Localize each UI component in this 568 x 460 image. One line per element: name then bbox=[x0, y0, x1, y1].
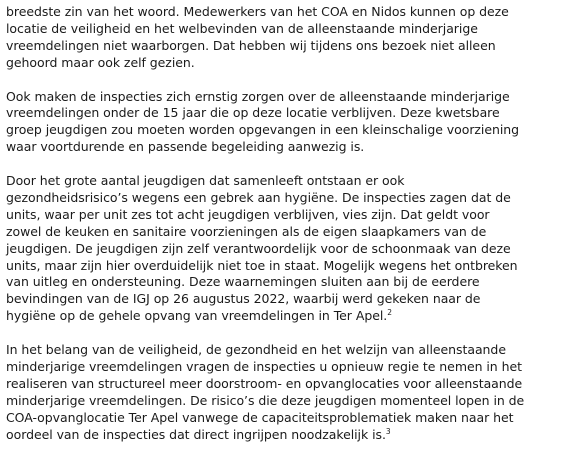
text-line-with-footnote bbox=[6, 308, 562, 325]
text-line: COA-opvanglocatie Ter Apel vanwege de capaciteitsproblematiek maken naar het bbox=[6, 409, 514, 425]
footnote-reference-3[interactable]: 3 bbox=[385, 426, 391, 436]
text-line: van uitleg en ondersteuning. Deze waarnemingen sluiten aan bij de eerdere bbox=[6, 274, 480, 290]
text-line: waar voortdurende en passende begeleiding aanwezig is. bbox=[6, 139, 365, 155]
paragraph-4 bbox=[6, 342, 562, 443]
text-line: locatie de veiligheid en het welbevinden van de alleenstaande minderjarige bbox=[6, 20, 478, 36]
text-line: groep jeugdigen zou moeten worden opgevangen in een kleinschalige voorziening bbox=[6, 122, 520, 138]
text-line-with-footnote bbox=[6, 427, 562, 444]
text-line: zowel de keuken en sanitaire voorzieningen als de eigen slaapkamers van de bbox=[6, 223, 487, 239]
text-line: vreemdelingen onder de 15 jaar die op deze locatie verblijven. Deze kwetsbare bbox=[6, 105, 500, 121]
paragraph-1 bbox=[6, 4, 562, 72]
text-segment: oordeel van de inspecties dat direct ingrijpen noodzakelijk is. bbox=[6, 426, 386, 442]
document-body bbox=[6, 4, 562, 460]
text-line: realiseren van structureel meer doorstroom- en opvanglocaties voor alleenstaande bbox=[6, 375, 523, 391]
text-line: Ook maken de inspecties zich ernstig zorgen over de alleenstaande minderjarige bbox=[6, 88, 510, 104]
text-line: gehoord maar ook zelf gezien. bbox=[6, 54, 195, 70]
paragraph-3 bbox=[6, 173, 562, 325]
text-line: minderjarige vreemdelingen vragen de inspecties u opnieuw regie te nemen in het bbox=[6, 359, 522, 375]
text-segment: hygiëne op de gehele opvang van vreemdelingen in Ter Apel. bbox=[6, 308, 388, 324]
text-line: In het belang van de veiligheid, de gezondheid en het welzijn van alleenstaande bbox=[6, 342, 506, 358]
paragraph-2 bbox=[6, 89, 562, 157]
text-line: bevindingen van de IGJ op 26 augustus 2022, waarbij werd gekeken naar de bbox=[6, 291, 481, 307]
text-line: gezondheidsrisico’s wegens een gebrek aan hygiëne. De inspecties zagen dat de bbox=[6, 190, 511, 206]
text-line: jeugdigen. De jeugdigen zijn zelf verantwoordelijk voor de schoonmaak van deze bbox=[6, 240, 511, 256]
text-line: breedste zin van het woord. Medewerkers van het COA en Nidos kunnen op deze bbox=[6, 4, 509, 19]
footnote-reference-2[interactable]: 2 bbox=[387, 308, 392, 318]
text-line: minderjarige vreemdelingen. De risico’s die deze jeugdigen momenteel lopen in de bbox=[6, 392, 525, 408]
text-line: units, waar per unit zes tot acht jeugdigen verblijven, vies zijn. Dat geldt voor bbox=[6, 206, 490, 222]
text-line: vreemdelingen niet waarborgen. Dat hebben wij tijdens ons bezoek niet alleen bbox=[6, 37, 496, 53]
text-line: units, maar zijn hier overduidelijk niet toe in staat. Mogelijk wegens het ontbreken bbox=[6, 257, 518, 273]
text-line: Door het grote aantal jeugdigen dat samenleeft ontstaan er ook bbox=[6, 173, 405, 189]
